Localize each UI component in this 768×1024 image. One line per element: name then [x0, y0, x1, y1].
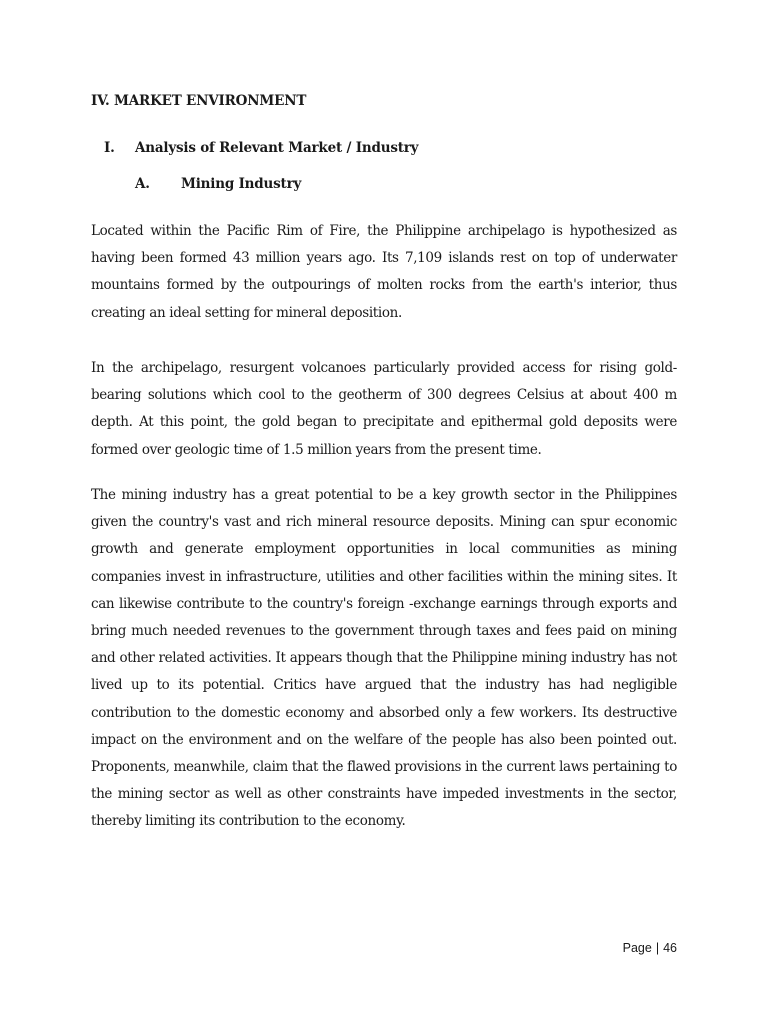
- page-footer: [623, 941, 677, 955]
- subsubsection-heading: [135, 176, 301, 192]
- subsubsection-title: Mining Industry: [181, 176, 302, 192]
- subsection-heading: [104, 140, 418, 156]
- subsection-number: I.: [104, 140, 115, 156]
- page-number: 46: [663, 941, 677, 955]
- section-heading: IV. MARKET ENVIRONMENT: [91, 93, 307, 109]
- paragraph: Located within the Pacific Rim of Fire, the Philippine archipelago is hypothesized as having been formed 43 million years ago. Its 7,109 islands rest on top of underwater mountains formed by the outpourings of molten rocks from the earth's interior, thus creating an ideal setting for mineral deposition.: [91, 223, 677, 321]
- paragraph: The mining industry has a great potential to be a key growth sector in the Philippines given the country's vast and rich mineral resource deposits. Mining can spur economic growth and generate employment opportunities in local communities as mining companies invest in infrastructure, utilities and other facilities within the mining sites. It can likewise contribute to the country's foreign -exchange earnings through exports and bring much needed revenues to the government through taxes and fees paid on mining and other related activities. It appears though that the Philippine mining industry has not lived up to its potential. Critics have argued that the industry has had negligible contribution to the domestic economy and absorbed only a few workers. Its destructive impact on the environment and on the welfare of the people has also been pointed out. Proponents, meanwhile, claim that the flawed provisions in the current laws pertaining to the mining sector as well as other constraints have impeded investments in the sector, thereby limiting its contribution to the economy.: [91, 487, 677, 830]
- subsubsection-letter: A.: [135, 176, 150, 192]
- page-separator: |: [655, 941, 660, 955]
- paragraph: In the archipelago, resurgent volcanoes particularly provided access for rising gold-bearing solutions which cool to the geotherm of 300 degrees Celsius at about 400 m depth. At this point, the gold began to precipitate and epithermal gold deposits were formed over geologic time of 1.5 million years from the present time.: [91, 360, 677, 458]
- page-label: Page: [622, 941, 652, 955]
- subsection-title: Analysis of Relevant Market / Industry: [135, 140, 419, 156]
